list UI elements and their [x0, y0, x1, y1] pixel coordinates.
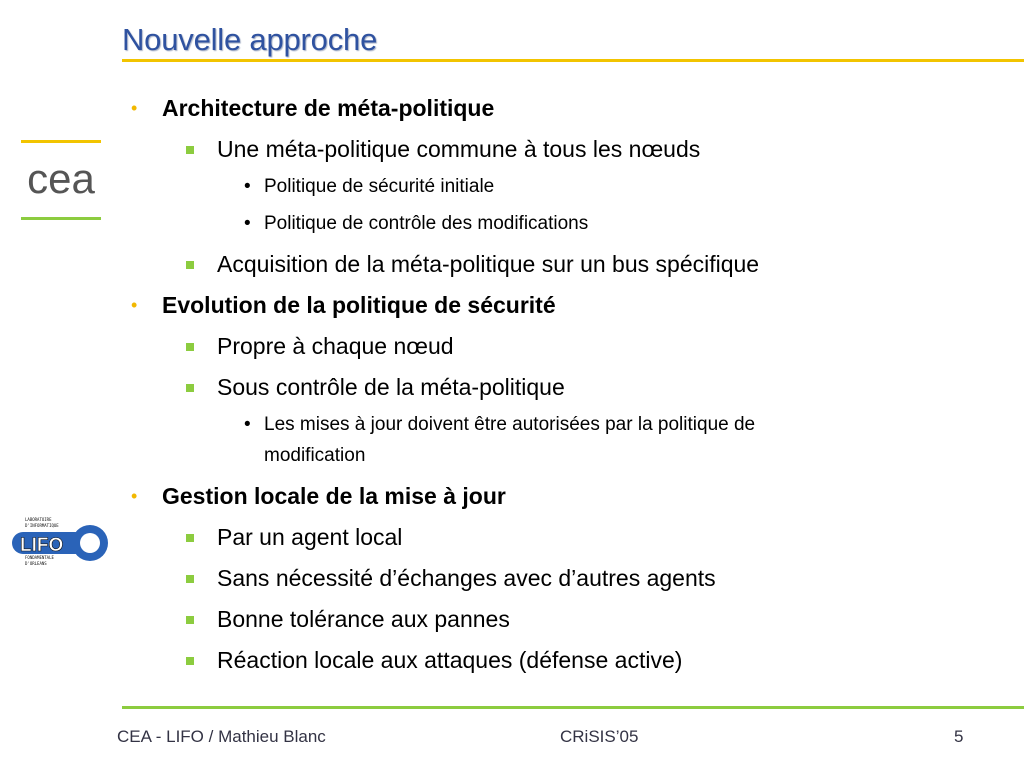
- level3-bullet: •: [244, 213, 251, 234]
- section-heading: Architecture de méta-politique: [162, 95, 495, 121]
- list-item: Propre à chaque nœud: [217, 333, 454, 359]
- lifo-logo-small-4: D'ORLEANS: [25, 561, 47, 566]
- list-item: Par un agent local: [217, 524, 403, 550]
- list-item: Sous contrôle de la méta-politique: [217, 374, 565, 400]
- level3-bullet: •: [244, 414, 251, 435]
- level2-bullet: [186, 575, 194, 583]
- list-item: Politique de contrôle des modifications: [264, 213, 589, 234]
- cea-logo: [20, 138, 102, 222]
- title-divider: [122, 59, 1024, 62]
- section-heading: Evolution de la politique de sécurité: [162, 292, 556, 318]
- section-heading: Gestion locale de la mise à jour: [162, 483, 506, 509]
- cea-logo-text: cea: [27, 155, 95, 202]
- level2-bullet: [186, 534, 194, 542]
- list-item: Sans nécessité d’échanges avec d’autres agents: [217, 565, 716, 591]
- lifo-logo: [10, 516, 110, 566]
- footer-divider: [122, 706, 1024, 709]
- level2-bullet: [186, 146, 194, 154]
- list-item: Une méta-politique commune à tous les nœuds: [217, 136, 701, 162]
- list-item: Les mises à jour doivent être autorisées par la politique de: [264, 414, 756, 435]
- lifo-logo-small-3: FONDAMENTALE: [25, 555, 54, 560]
- level2-bullet: [186, 657, 194, 665]
- level2-bullet: [186, 384, 194, 392]
- lifo-logo-small-2: D'INFORMATIQUE: [25, 523, 59, 528]
- level2-bullet: [186, 343, 194, 351]
- cea-logo-top-bar: [21, 140, 101, 143]
- footer-conference: CRiSIS’05: [560, 727, 639, 746]
- level2-bullet: [186, 616, 194, 624]
- level1-bullet: •: [131, 486, 138, 506]
- level1-bullet: •: [131, 295, 138, 315]
- lifo-logo-small-1: LABORATOIRE: [25, 517, 52, 522]
- level2-bullet: [186, 261, 194, 269]
- list-item: Réaction locale aux attaques (défense active): [217, 647, 683, 673]
- list-item: Bonne tolérance aux pannes: [217, 606, 510, 632]
- level1-bullet: •: [131, 98, 138, 118]
- footer-author: CEA - LIFO / Mathieu Blanc: [117, 727, 326, 746]
- lifo-logo-circle-hole: [80, 533, 100, 553]
- cea-logo-bottom-bar: [21, 217, 101, 220]
- list-item-continuation: modification: [264, 445, 366, 466]
- slide-title: Nouvelle approche: [122, 22, 378, 57]
- list-item: Politique de sécurité initiale: [264, 176, 495, 197]
- list-item: Acquisition de la méta-politique sur un bus spécifique: [217, 251, 760, 277]
- page-number: 5: [954, 727, 964, 746]
- level3-bullet: •: [244, 176, 251, 197]
- lifo-logo-text: LIFO: [20, 535, 64, 556]
